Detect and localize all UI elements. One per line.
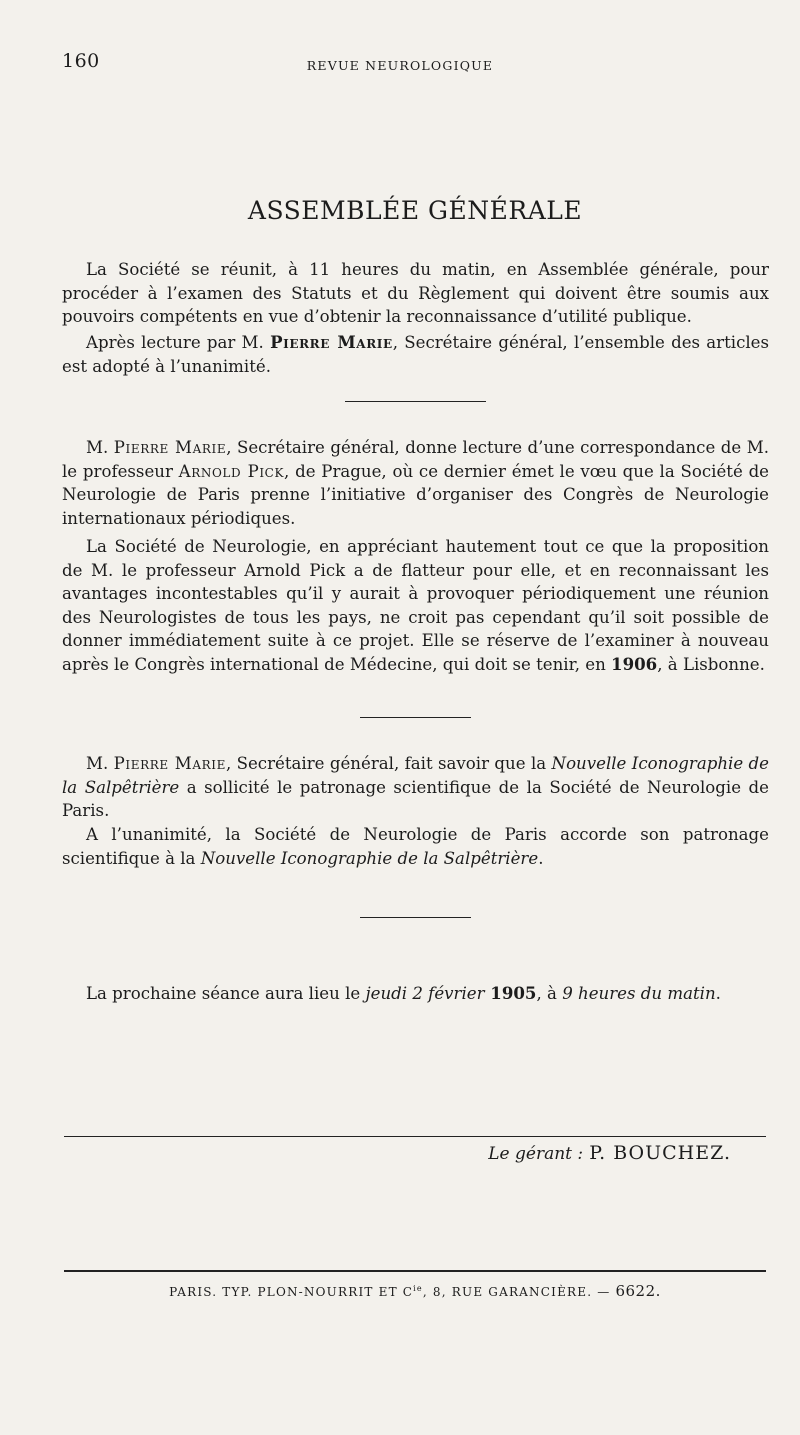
separator-rule xyxy=(360,917,471,918)
person-name: Arnold Pick xyxy=(178,461,285,481)
imprint-rule xyxy=(64,1270,766,1272)
person-name: Pierre Marie xyxy=(270,332,393,352)
footer-rule xyxy=(64,1136,766,1137)
person-name: Pierre Marie xyxy=(113,438,227,457)
paragraph-iconographie: M. Pierre Marie, Secrétaire général, fait savoir que la Nouvelle Iconographie de la Salpêtrière a sollicité le patronage scientifique de la Société de Neurologie de Paris. xyxy=(62,754,770,821)
paragraph-patronage: A l’unanimité, la Société de Neurologie de Paris accorde son patronage scientifique à la Nouvelle Iconographie de la Salpêtrière. xyxy=(62,825,769,868)
signature: Le gérant : P. BOUCHEZ. xyxy=(488,1142,731,1164)
paragraph-statuts: La Société se réunit, à 11 heures du matin, en Assemblée générale, pour procéder à l’examen des Statuts et du Règlement qui doivent être soumis aux pouvoirs compétents en vue d’obtenir la reconnaissance d’utilité publique. xyxy=(62,260,769,327)
paragraph-congress: La Société de Neurologie, en appréciant hautement tout ce que la proposition de M. le professeur Arnold Pick a de flatteur pour elle, et en reconnaissant les avantages incontestables qu’il y aurait à provoquer périodiquement une réunion des Neurologistes de tous les pays, ne croit pas cependant qu’il soit possible de donner immédiatement suite à ce projet. Elle se réserve de l’examiner à nouveau après le Congrès international de Médecine, qui doit se tenir, en 1906, à Lisbonne. xyxy=(62,537,769,674)
printer-imprint: PARIS. TYP. PLON-NOURRIT ET $C^{ie}$, 8, RUE GARANCIÈRE. — 6622. xyxy=(169,1282,661,1300)
paragraph-correspondence: M. Pierre Marie, Secrétaire général, donne lecture d’une correspondance de M. le professeur Arnold Pick, de Prague, où ce dernier émet le vœu que la Société de Neurologie de Paris prenne l’initiative d’organiser des Congrès de Neurologie internationaux périodiques. xyxy=(62,438,770,528)
separator-rule xyxy=(360,717,471,718)
publication-title: Nouvelle Iconographie de la Salpêtrière xyxy=(62,754,770,797)
paragraph-adoption: Après lecture par M. Pierre Marie, Secrétaire général, l’ensemble des articles est adopté à l’unanimité. xyxy=(62,332,770,376)
separator-rule xyxy=(345,401,486,402)
person-name: Pierre Marie xyxy=(113,754,226,773)
publication-title: Nouvelle Iconographie de la Salpêtrière xyxy=(200,848,539,868)
section-title: ASSEMBLÉE GÉNÉRALE xyxy=(247,196,583,225)
page-number: 160 xyxy=(62,50,100,72)
running-head: REVUE NEUROLOGIQUE xyxy=(306,58,494,73)
next-meeting-notice: La prochaine séance aura lieu le jeudi 2 février 1905, à 9 heures du matin. xyxy=(86,983,721,1003)
